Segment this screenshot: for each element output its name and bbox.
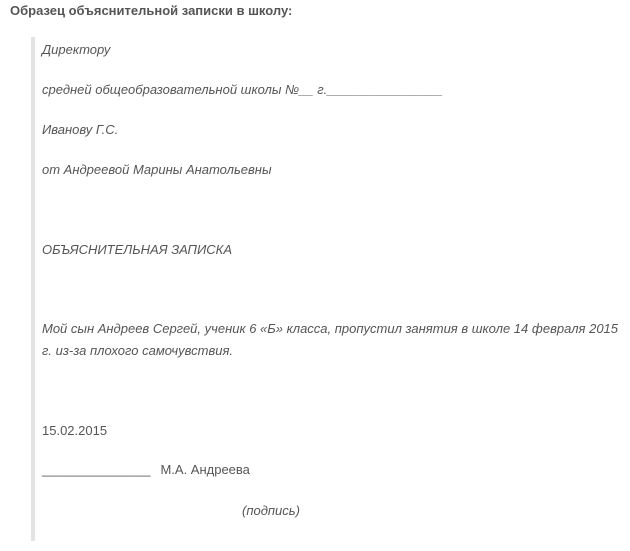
addressee-name: Иванову Г.С. — [42, 122, 119, 137]
letter-date: 15.02.2015 — [42, 423, 108, 438]
from-line: от Андреевой Марины Анатольевны — [42, 162, 272, 177]
document-title: ОБЪЯСНИТЕЛЬНАЯ ЗАПИСКА — [42, 242, 232, 257]
letter-body: Мой сын Андреев Сергей, ученик 6 «Б» класса, пропустил занятия в школе 14 февраля 2015 г. из-за плохого самочувствия. — [42, 321, 619, 358]
signature-blank: _______________ — [42, 462, 151, 477]
signature-line — [42, 462, 250, 477]
addressee-title: Директору — [42, 42, 111, 57]
page-heading: Образец объяснительной записки в школу: — [10, 3, 293, 18]
school-line: средней общеобразовательной школы №__ г.________________ — [42, 82, 443, 97]
signature-name: М.А. Андреева — [160, 462, 250, 477]
signature-note: (подпись) — [242, 503, 300, 518]
blockquote-bar — [31, 37, 35, 541]
